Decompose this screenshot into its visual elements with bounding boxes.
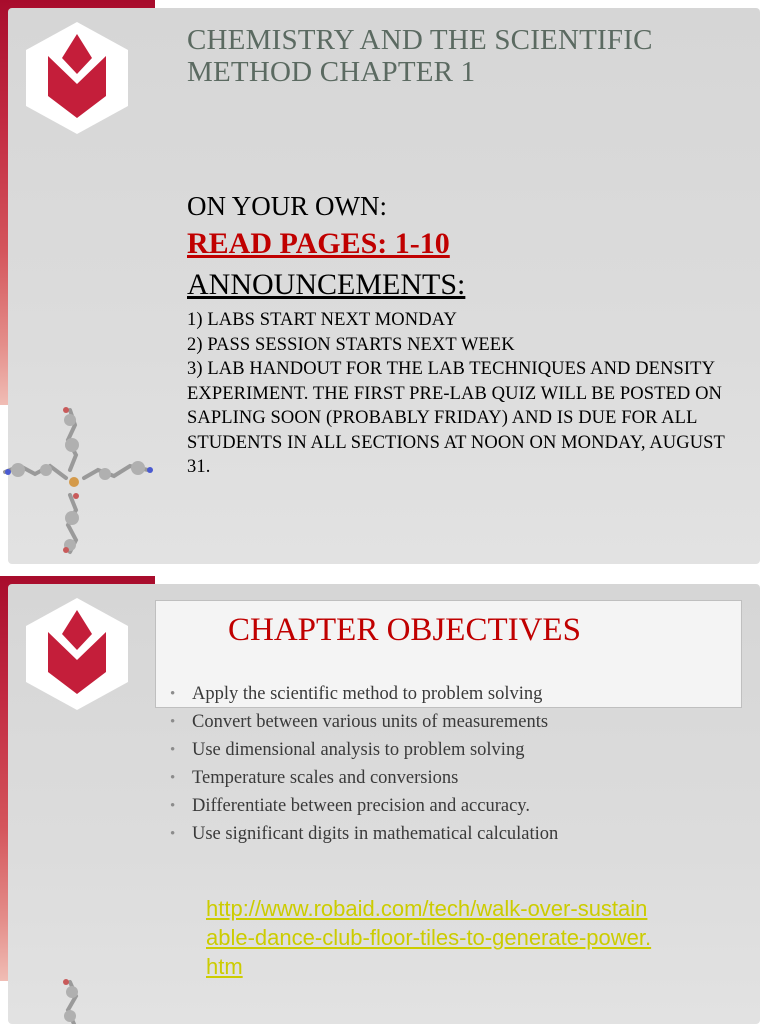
objective-item [168, 820, 748, 848]
bullet-icon: • [170, 714, 176, 730]
objective-text: Differentiate between precision and accuracy. [192, 796, 530, 816]
chapter-objectives-heading: CHAPTER OBJECTIVES [228, 612, 581, 648]
objectives-list [168, 680, 748, 848]
announcement-item: 2) PASS SESSION STARTS NEXT WEEK [187, 334, 515, 355]
objective-text: Use significant digits in mathematical calculation [192, 824, 559, 844]
objective-item [168, 708, 748, 736]
slide-2 [0, 576, 768, 1024]
objective-text: Temperature scales and conversions [192, 768, 459, 788]
molecule-image [0, 976, 160, 1024]
hexagon-crown-logo [26, 598, 128, 710]
external-link[interactable]: http://www.robaid.com/tech/walk-over-sustainable-dance-club-floor-tiles-to-generate-power.htm [206, 896, 652, 979]
announcements-list [187, 308, 747, 480]
announcements-heading: ANNOUNCEMENTS: [187, 268, 466, 301]
announcement-item: 1) LABS START NEXT MONDAY [187, 310, 457, 330]
read-pages-text: READ PAGES: 1-10 [187, 227, 450, 260]
bullet-icon: • [170, 742, 176, 758]
objective-text: Use dimensional analysis to problem solving [192, 740, 525, 760]
bullet-icon: • [170, 770, 176, 786]
slide-title: CHEMISTRY AND THE SCIENTIFIC METHOD CHAPTER 1 [187, 24, 653, 88]
hexagon-crown-logo [26, 22, 128, 134]
molecule-image [0, 400, 160, 560]
bullet-icon: • [170, 686, 176, 702]
objective-text: Apply the scientific method to problem solving [192, 684, 543, 704]
announcement-item: 3) LAB HANDOUT FOR THE LAB TECHNIQUES AND DENSITY EXPERIMENT. THE FIRST PRE-LAB QUIZ WILL BE POSTED ON SAPLING SOON (PROBABLY FRIDAY) AND IS DUE FOR ALL STUDENTS IN ALL SECTIONS AT NOON ON MONDAY, AUGUST 31. [187, 359, 725, 477]
objective-item [168, 792, 748, 820]
objective-item [168, 736, 748, 764]
bullet-icon: • [170, 798, 176, 814]
bullet-icon: • [170, 826, 176, 842]
objective-item [168, 764, 748, 792]
objective-text: Convert between various units of measurements [192, 712, 549, 732]
on-your-own-label: ON YOUR OWN: [187, 191, 387, 221]
objective-item [168, 680, 748, 708]
